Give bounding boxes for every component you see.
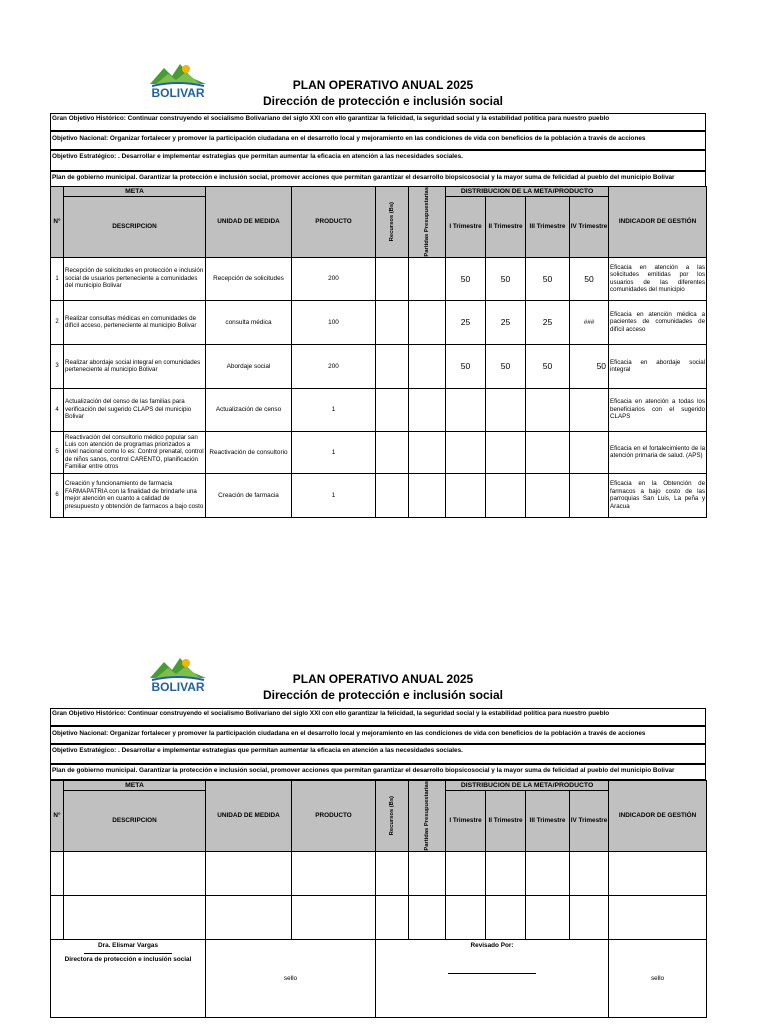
svg-text:BOLIVAR: BOLIVAR <box>151 680 205 694</box>
row-descripcion: Actualización del censo de las familias para verificación del sugerido CLAPS del municipio Bolivar <box>64 388 206 431</box>
table-row <box>51 344 707 388</box>
row-q2 <box>486 473 526 517</box>
row-partidas <box>409 300 446 344</box>
page-title: PLAN OPERATIVO ANUAL 2025 <box>292 672 474 686</box>
col-q3: III Trimestre <box>526 791 570 851</box>
title-block <box>50 78 706 108</box>
title-block <box>50 672 706 702</box>
row-q4: 50 <box>570 344 609 388</box>
page-subtitle: Dirección de protección e inclusión social <box>262 688 504 702</box>
row-number: 3 <box>51 344 64 388</box>
col-indicador: INDICADOR DE GESTIÓN <box>609 781 707 852</box>
col-distribucion: DISTRIBUCION DE LA META/PRODUCTO <box>446 781 609 791</box>
row-number: 4 <box>51 388 64 431</box>
row-q3: 25 <box>526 300 570 344</box>
signer-role: Directora de protección e inclusión social <box>64 955 192 963</box>
col-recursos: Recursos (Bs) <box>376 781 409 852</box>
plan-gobierno: Plan de gobierno municipal. Garantizar la protección e inclusión social, promover acciones que permitan garantizar el desarrollo biopsicosocial y la mayor suma de felicidad al pueblo del municipio Bolivar <box>50 764 706 780</box>
row-q2: 50 <box>486 344 526 388</box>
row-descripcion: Reactivación del consultorio médico popular san Luis con atención de programas priorizados a nivel nacional como lo es: Control prenatal, control de niños sanos, control CARENTO, planificación Familiar entre otros <box>64 431 206 473</box>
row-number: 1 <box>51 257 64 300</box>
row-producto: 1 <box>292 431 376 473</box>
row-number: 6 <box>51 473 64 517</box>
col-q3: III Trimestre <box>526 197 570 257</box>
row-producto: 200 <box>292 344 376 388</box>
row-indicador: Eficacia en atención a las solicitudes emitidas por los usuarios de las diferentes comunidades del municipio <box>609 257 707 300</box>
col-unidad: UNIDAD DE MEDIDA <box>206 781 292 852</box>
row-partidas <box>409 431 446 473</box>
col-partidas: Partidas Presupuestarias <box>409 781 446 852</box>
plan-gobierno: Plan de gobierno municipal. Garantizar la protección e inclusión social, promover acciones que permitan garantizar el desarrollo biopsicosocial y la mayor suma de felicidad al pueblo del municipio Bolivar <box>50 171 706 187</box>
col-producto: PRODUCTO <box>292 781 376 852</box>
row-q4 <box>570 431 609 473</box>
row-q3 <box>526 473 570 517</box>
row-q3: 50 <box>526 344 570 388</box>
row-q2: 25 <box>486 300 526 344</box>
col-q4: IV Trimestre <box>570 197 609 257</box>
row-indicador: Eficacia en atención médica a pacientes de comunidades de difícil acceso <box>609 300 707 344</box>
col-unidad: UNIDAD DE MEDIDA <box>206 187 292 258</box>
poa-table <box>50 186 707 518</box>
col-q2: II Trimestre <box>486 791 526 851</box>
table-row <box>51 388 707 431</box>
row-recursos <box>376 431 409 473</box>
col-descripcion: DESCRIPCION <box>64 197 206 257</box>
signature-row <box>51 939 707 1017</box>
sello-box-2: sello <box>609 939 707 1017</box>
row-partidas <box>409 388 446 431</box>
row-q1: 50 <box>446 344 486 388</box>
row-recursos <box>376 344 409 388</box>
row-descripcion: Realizar abordaje social integral en comunidades perteneciente al municipio Bolivar <box>64 344 206 388</box>
col-distribucion: DISTRIBUCION DE LA META/PRODUCTO <box>446 187 609 197</box>
row-producto: 200 <box>292 257 376 300</box>
objetivo-historico: Gran Objetivo Histórico: Continuar construyendo el socialismo Bolivariano del siglo XXI con ello garantizar la felicidad, la seguridad social y la estabilidad política para nuestro pueblo <box>50 708 706 726</box>
poa-table-empty <box>50 780 707 1018</box>
row-partidas <box>409 344 446 388</box>
col-n: N° <box>51 187 64 258</box>
row-q2: 50 <box>486 257 526 300</box>
row-descripcion: Recepción de solicitudes en protección e inclusión social de usuarios perteneciente a comunidades del municipio Bolivar <box>64 257 206 300</box>
table-body <box>51 257 707 517</box>
row-q1 <box>446 388 486 431</box>
row-partidas <box>409 257 446 300</box>
table-row <box>51 257 707 300</box>
row-q2 <box>486 388 526 431</box>
signer-name: Dra. Elismar Vargas <box>97 941 159 949</box>
objetivo-nacional: Objetivo Nacional: Organizar fortalecer y promover la participación ciudadana en el desarrollo local y mejoramiento en las condiciones de vida con beneficios de la población a través de acciones <box>50 131 706 150</box>
row-indicador: Eficacia en atención a todas los beneficiarios con el sugerido CLAPS <box>609 388 707 431</box>
page-title: PLAN OPERATIVO ANUAL 2025 <box>292 78 474 92</box>
row-q4 <box>570 473 609 517</box>
col-q1: I Trimestre <box>446 197 486 257</box>
row-q4 <box>570 388 609 431</box>
objetivo-estrategico: Objetivo Estratégico: . Desarrollar e implementar estrategias que permitan aumentar la eficacia en atención a las necesidades sociales. <box>50 744 706 764</box>
objetivo-nacional: Objetivo Nacional: Organizar fortalecer y promover la participación ciudadana en el desarrollo local y mejoramiento en las condiciones de vida con beneficios de la población a través de acciones <box>50 726 706 744</box>
row-number: 5 <box>51 431 64 473</box>
row-unidad: Reactivación de consultorio <box>206 431 292 473</box>
col-indicador: INDICADOR DE GESTIÓN <box>609 187 707 258</box>
row-number: 2 <box>51 300 64 344</box>
table-row <box>51 851 707 895</box>
row-unidad: Recepción de solicitudes <box>206 257 292 300</box>
row-producto: 1 <box>292 473 376 517</box>
table-row <box>51 300 707 344</box>
row-indicador: Eficacia en la Obtención de farmacos a bajo costo de las parroquias San Luis, La peña y Aracua <box>609 473 707 517</box>
row-q1 <box>446 473 486 517</box>
signature-line <box>84 953 172 954</box>
row-producto: 100 <box>292 300 376 344</box>
svg-text:BOLIVAR: BOLIVAR <box>151 86 205 100</box>
row-q3 <box>526 388 570 431</box>
row-q1: 25 <box>446 300 486 344</box>
signature-line <box>448 973 536 974</box>
row-q4: 50 <box>570 257 609 300</box>
row-indicador: Eficacia en el fortalecimiento de la atención primaria de salud. (APS) <box>609 431 707 473</box>
row-q2 <box>486 431 526 473</box>
row-producto: 1 <box>292 388 376 431</box>
row-unidad: Actualización de censo <box>206 388 292 431</box>
col-partidas: Partidas Presupuestarias <box>409 187 446 258</box>
row-recursos <box>376 388 409 431</box>
row-unidad: Abordaje social <box>206 344 292 388</box>
col-recursos: Recursos (Bs) <box>376 187 409 258</box>
sello-box-1: sello <box>206 939 376 1017</box>
row-q1 <box>446 431 486 473</box>
table-row <box>51 895 707 939</box>
col-meta: META <box>64 781 206 791</box>
col-meta: META <box>64 187 206 197</box>
row-descripcion: Creación y funcionamiento de farmacia FARMAPATRIA con la finalidad de brindarle una mejor atención en cuanto a calidad de presupuesto y obtención de farmacos a bajo costo <box>64 473 206 517</box>
row-recursos <box>376 257 409 300</box>
row-q1: 50 <box>446 257 486 300</box>
row-indicador: Eficacia en abordaje social integral <box>609 344 707 388</box>
row-q3: 50 <box>526 257 570 300</box>
revisado-label: Revisado Por: <box>470 941 514 949</box>
row-recursos <box>376 300 409 344</box>
signature-director <box>51 939 206 1017</box>
table-row <box>51 431 707 473</box>
col-descripcion: DESCRIPCION <box>64 791 206 851</box>
row-unidad: Creación de farmacia <box>206 473 292 517</box>
col-q2: II Trimestre <box>486 197 526 257</box>
row-q4: ### <box>570 300 609 344</box>
table-row <box>51 473 707 517</box>
col-q1: I Trimestre <box>446 791 486 851</box>
row-unidad: consulta médica <box>206 300 292 344</box>
row-partidas <box>409 473 446 517</box>
signature-revisado <box>376 939 609 1017</box>
objetivo-estrategico: Objetivo Estratégico: . Desarrollar e implementar estrategias que permitan aumentar la eficacia en atención a las necesidades sociales. <box>50 150 706 171</box>
col-producto: PRODUCTO <box>292 187 376 258</box>
row-recursos <box>376 473 409 517</box>
col-q4: IV Trimestre <box>570 791 609 851</box>
col-n: N° <box>51 781 64 852</box>
objetivo-historico: Gran Objetivo Histórico: Continuar construyendo el socialismo Bolivariano del siglo XXI con ello garantizar la felicidad, la seguridad social y la estabilidad política para nuestro pueblo <box>50 113 706 131</box>
page-subtitle: Dirección de protección e inclusión social <box>262 94 504 108</box>
row-descripcion: Realizar consultas médicas en comunidades de difícil acceso, perteneciente al municipio Bolivar <box>64 300 206 344</box>
row-q3 <box>526 431 570 473</box>
